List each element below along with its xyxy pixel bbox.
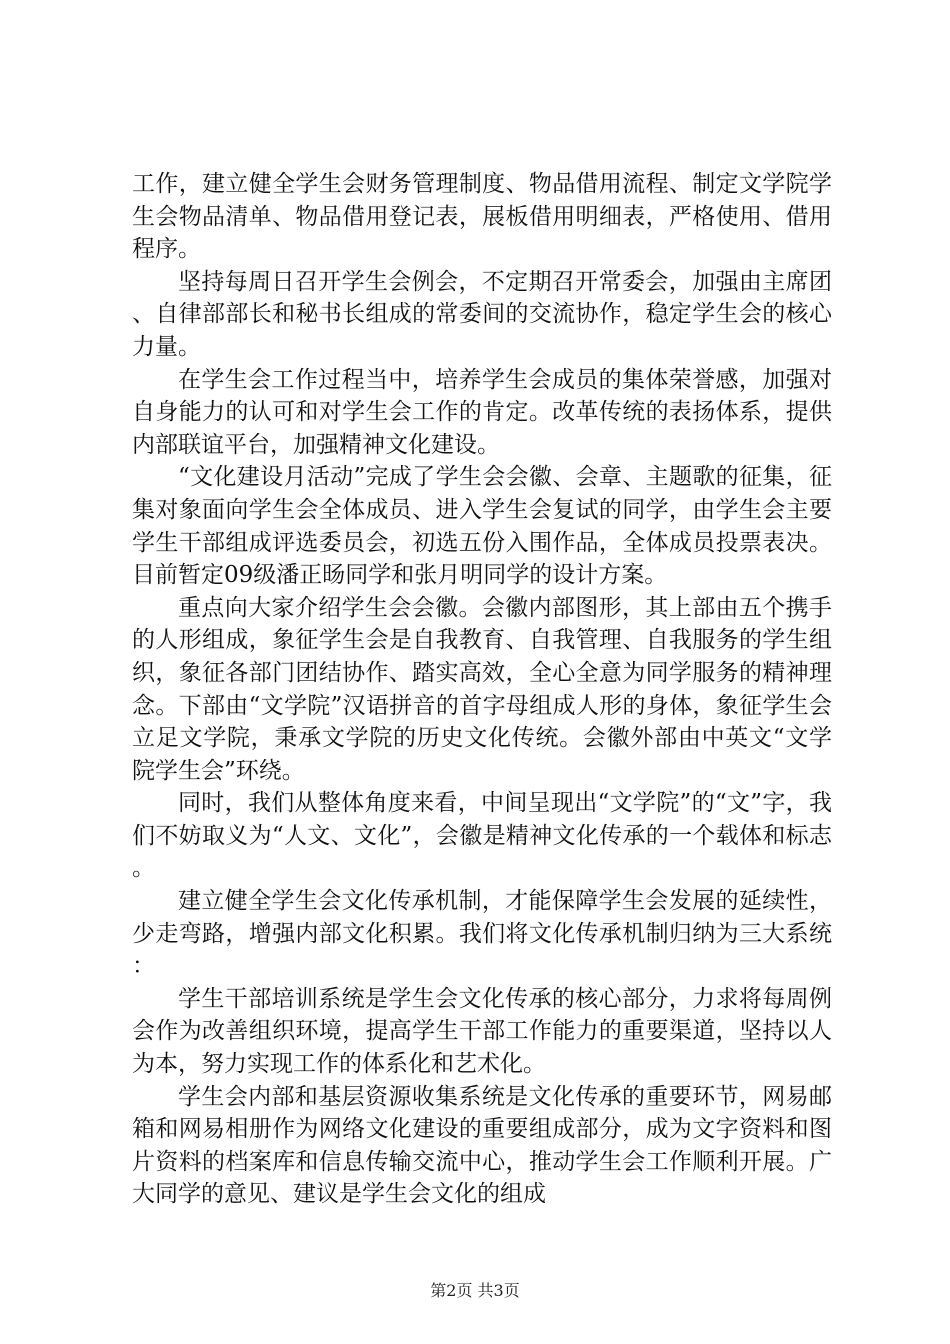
paragraph-culture-month: “文化建设月活动”完成了学生会会徽、会章、主题歌的征集，征集对象面向学生会全体成员、进入学生会复试的同学，由学生会主要学生干部组成评选委员会，初选五份入围作品，全体成员投票表决。目前暂定09级潘正旸同学和张月明同学的设计方案。 — [132, 464, 832, 589]
page-footer: 第2页 共3页 — [430, 1281, 520, 1300]
paragraph-training-system: 学生干部培训系统是学生会文化传承的核心部分，力求将每周例会作为改善组织环境，提高学生干部工作能力的重要渠道，坚持以人为本，努力实现工作的体系化和艺术化。 — [132, 985, 832, 1078]
paragraph-honor: 在学生会工作过程当中，培养学生会成员的集体荣誉感，加强对自身能力的认可和对学生会工作的肯定。改革传统的表扬体系，提供内部联谊平台，加强精神文化建设。 — [132, 366, 832, 458]
paragraph-weekly-meeting: 坚持每周日召开学生会例会，不定期召开常委会，加强由主席团、自律部部长和秘书长组成的常委间的交流协作，稳定学生会的核心力量。 — [132, 268, 832, 360]
paragraph-emblem-meaning: 同时，我们从整体角度来看，中间呈现出“文学院”的“文”字，我们不妨取义为“人文、文化”，会徽是精神文化传承的一个载体和标志。 — [132, 790, 832, 882]
paragraph-emblem: 重点向大家介绍学生会会徽。会徽内部图形，其上部由五个携手的人形组成，象征学生会是自我教育、自我管理、自我服务的学生组织，象征各部门团结协作、踏实高效，全心全意为同学服务的精神理念。下部由“文学院”汉语拼音的首字母组成人形的身体，象征学生会立足文学院，秉承文学院的历史文化传统。会徽外部由中英文“文学院学生会”环绕。 — [132, 594, 832, 784]
paragraph-mechanism: 建立健全学生会文化传承机制，才能保障学生会发展的延续性，少走弯路，增强内部文化积累。我们将文化传承机制归纳为三大系统： — [132, 888, 832, 980]
paragraph-continued: 工作，建立健全学生会财务管理制度、物品借用流程、制定文学院学生会物品清单、物品借用登记表，展板借用明细表，严格使用、借用程序。 — [132, 171, 832, 263]
document-body — [132, 168, 832, 1211]
paragraph-resource-system: 学生会内部和基层资源收集系统是文化传承的重要环节，网易邮箱和网易相册作为网络文化建设的重要组成部分，成为文字资料和图片资料的档案库和信息传输交流中心，推动学生会工作顺利开展。广大同学的意见、建议是学生会文化的组成 — [132, 1083, 832, 1208]
